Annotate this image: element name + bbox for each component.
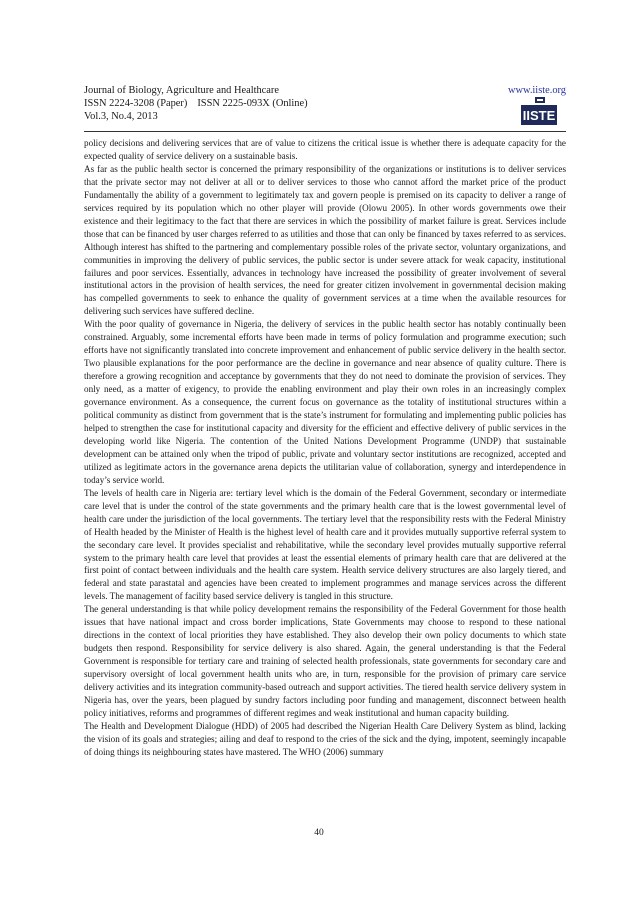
issn-online: ISSN 2225-093X (Online) bbox=[197, 98, 308, 110]
header-divider bbox=[84, 131, 566, 132]
article-body bbox=[84, 137, 566, 759]
svg-text:IISTE: IISTE bbox=[522, 108, 556, 123]
iiste-logo bbox=[520, 97, 558, 126]
volume-info: Vol.3, No.4, 2013 bbox=[84, 111, 158, 123]
journal-info bbox=[84, 84, 308, 124]
journal-url-link[interactable]: www.iiste.org bbox=[507, 85, 566, 96]
paragraph: The general understanding is that while policy development remains the responsibility of the Federal Government for those health issues that have national impact and cross border implications, State Governments may choose to respond to these national directions in the context of local priorities they have established. They also develop their own policy documents to which state budgets then respond. Responsibility for service delivery is also shared. Again, the general understanding is that the Federal Government is responsible for tertiary care and training of selected health professionals, state governments for secondary care and supervisory oversight of local government health units who are, in turn, responsible for the provision of primary care service delivery activities and its integration community-based outreach and support activities. The tiered health service delivery system in Nigeria has, over the years, been plagued by sundry factors including poor funding and management, disconnect between health policy initiatives, reforms and programmes of different regimes and weak institutional and human capacity building. bbox=[84, 604, 566, 718]
paragraph: The levels of health care in Nigeria are: tertiary level which is the domain of the Federal Government, secondary or intermediate care level that is under the control of the state governments and the primary health care that is the lowest governmental level of health care under the jurisdiction of the local governments. The tertiary level that the responsibility rests with the Federal Ministry of Health headed by the Minister of Health is the highest level of health care and it provides mutually supportive referral system to the secondary care level. It provides specialist and rehabilitative, while the secondary level provides mutually supportive referral system to the primary health care level that provides at least the essential elements of primary health care that are delivered at the first point of contact between individuals and the health care system. Health service delivery structures are also largely tiered, and federal and state parastatal and agencies have been created to implement programmes and manage services across the different levels. The management of facility based service delivery is tangled in this structure. bbox=[84, 487, 566, 602]
journal-title: Journal of Biology, Agriculture and Healthcare bbox=[84, 85, 279, 96]
paragraph: The Health and Development Dialogue (HDD) of 2005 had described the Nigerian Health Care Delivery System as blind, lacking the vision of its goals and strategies; ailing and deaf to respond to the cries of the sick and the dying, impotent, seemingly incapable of doing things its neighbouring states have mastered. The WHO (2006) summary bbox=[84, 720, 566, 757]
issn-line bbox=[84, 97, 308, 110]
issn-paper: ISSN 2224-3208 (Paper) bbox=[84, 98, 188, 110]
page-number: 40 bbox=[314, 828, 324, 838]
running-header bbox=[84, 84, 566, 130]
paragraph: With the poor quality of governance in Nigeria, the delivery of services in the public health sector has notably continually been constrained. Arguably, some incremental efforts have been made in terms of policy formulation and programme execution; such efforts have not significantly translated into concrete improvement and enhancement of public service delivery in the health sector. Two plausible explanations for the poor performance are the decline in governance and near absence of quality culture. There is therefore a growing recognition and acceptance by governments that they do not need to dominate the provision of services. They only need, as a matter of exigency, to provide the enabling environment and play their own roles in an increasingly complex governance environment. As a consequence, the current focus on governance as the totality of institutional structures within a political community as distinct from government that is the state’s instrument for formulating and implementing public policies has helped to strengthen the case for institutional capacity and diversity for the efficient and effective delivery of public services in the developing world like Nigeria. The contention of the United Nations Development Programme (UNDP) that sustainable development can be attained only when the tripod of public, private and voluntary sector institutions are recognized, accepted and utilized as legitimate actors in the governance arena depicts the utilitarian value of collaboration, synergy and interdependence in today’s service world. bbox=[84, 319, 566, 485]
paragraph: policy decisions and delivering services that are of value to citizens the critical issue is whether there is adequate capacity for the expected quality of service delivery on a sustainable basis. bbox=[84, 138, 566, 161]
paragraph: As far as the public health sector is concerned the primary responsibility of the organizations or institutions is to deliver services that the private sector may not deliver at all or to deliver services to those who cannot afford the market price of the product Fundamentally the ability of a government to legitimately tax and govern people is premised on its capacity to deliver a range of services required by its population which no other player will provide (Olowu 2005). In other words governments owe their existence and their legitimacy to the fact that there are services in which the possibility of market failure is great. Services include those that can be financed by user charges referred to as utilities and those that can only be financed by taxes referred to as services. Although interest has shifted to the partnering and complementary possible roles of the private sector, voluntary organizations, and communities in improving the delivery of public services, the public sector is under severe attack for weak capacity, institutional failures and poor services. Essentially, advances in technology have increased the possibility of greater involvement of several institutional actors in the provision of health services, the need for greater citizen involvement in governmental decision making has compelled governments to seek to enhance the quality of government services at a time when the available resources for delivering such services have suffered decline. bbox=[84, 163, 566, 317]
